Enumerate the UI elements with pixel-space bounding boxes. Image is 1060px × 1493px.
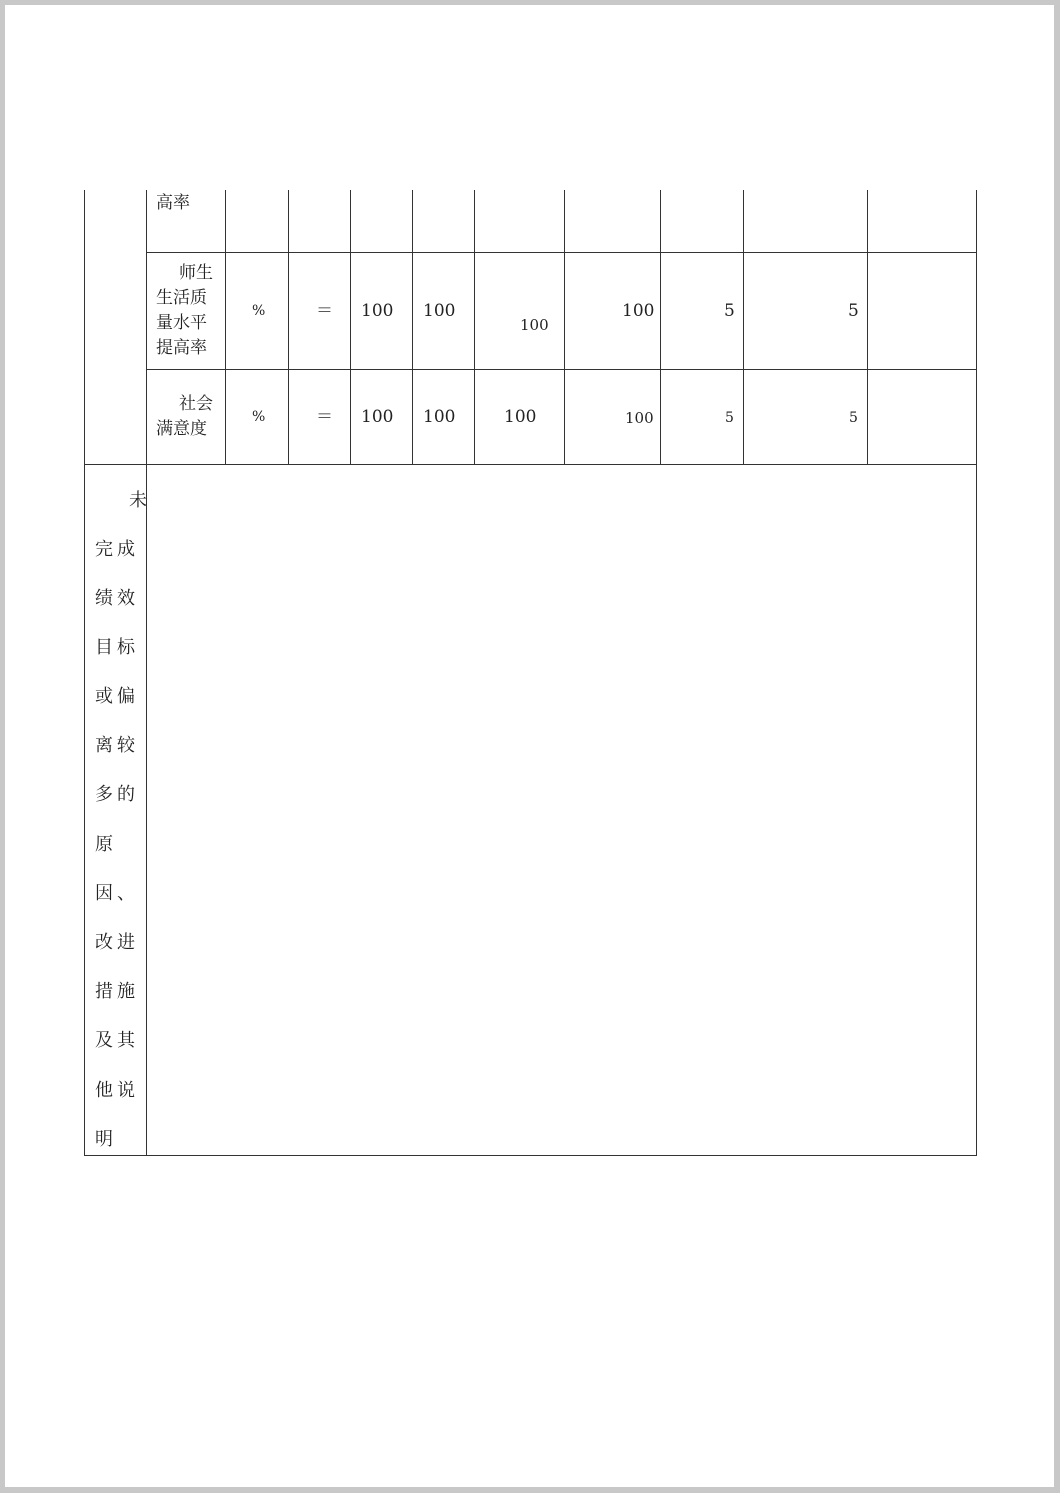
column-divider	[350, 190, 351, 465]
row-divider	[146, 252, 977, 253]
row-divider	[146, 369, 977, 370]
column-divider	[225, 190, 226, 465]
operator-cell: ＝	[316, 407, 333, 427]
unit-cell: %	[252, 409, 266, 425]
document-page	[5, 5, 1054, 1487]
indicator-name: 满意度	[156, 419, 207, 439]
column-divider	[412, 190, 413, 465]
column-divider	[660, 190, 661, 465]
explanation-label: 未	[129, 490, 151, 511]
value-cell: 5	[725, 410, 734, 426]
unit-cell: %	[252, 303, 266, 319]
value-cell: 100	[622, 301, 655, 321]
indicator-name: 提高率	[156, 338, 207, 358]
explanation-label: 目标	[95, 637, 139, 658]
explanation-label: 原	[95, 834, 117, 855]
explanation-label: 他说	[95, 1080, 139, 1101]
column-divider	[146, 190, 147, 1156]
explanation-label: 绩效	[95, 588, 139, 609]
explanation-label: 改进	[95, 932, 139, 953]
operator-cell: ＝	[316, 301, 333, 321]
column-divider	[288, 190, 289, 465]
value-cell: 100	[504, 407, 537, 427]
column-divider	[474, 190, 475, 465]
indicator-name: 师生	[179, 263, 213, 283]
column-divider	[743, 190, 744, 465]
column-divider	[564, 190, 565, 465]
table-right-border	[976, 190, 977, 1156]
explanation-label: 完成	[95, 539, 139, 560]
value-cell: 100	[423, 301, 456, 321]
explanation-content	[155, 475, 965, 1145]
indicator-name: 生活质	[156, 288, 207, 308]
explanation-label: 离较	[95, 735, 139, 756]
value-cell: 100	[361, 407, 394, 427]
explanation-label: 或偏	[95, 686, 139, 707]
value-cell: 100	[423, 407, 456, 427]
column-divider	[867, 190, 868, 465]
value-cell: 100	[520, 316, 549, 334]
explanation-label: 多的	[95, 784, 139, 805]
table-left-border	[84, 190, 85, 1156]
value-cell: 100	[625, 409, 654, 427]
explanation-label: 及其	[95, 1030, 139, 1051]
value-cell: 5	[724, 301, 735, 321]
row-divider	[84, 464, 977, 465]
explanation-label: 措施	[95, 981, 139, 1002]
indicator-name: 社会	[179, 394, 213, 414]
explanation-label: 明	[95, 1129, 117, 1150]
indicator-name: 量水平	[156, 313, 207, 333]
table-bottom-border	[84, 1155, 977, 1156]
explanation-label: 因、	[95, 883, 139, 904]
value-cell: 5	[848, 301, 859, 321]
value-cell: 5	[849, 410, 858, 426]
indicator-name: 高率	[156, 193, 190, 213]
value-cell: 100	[361, 301, 394, 321]
